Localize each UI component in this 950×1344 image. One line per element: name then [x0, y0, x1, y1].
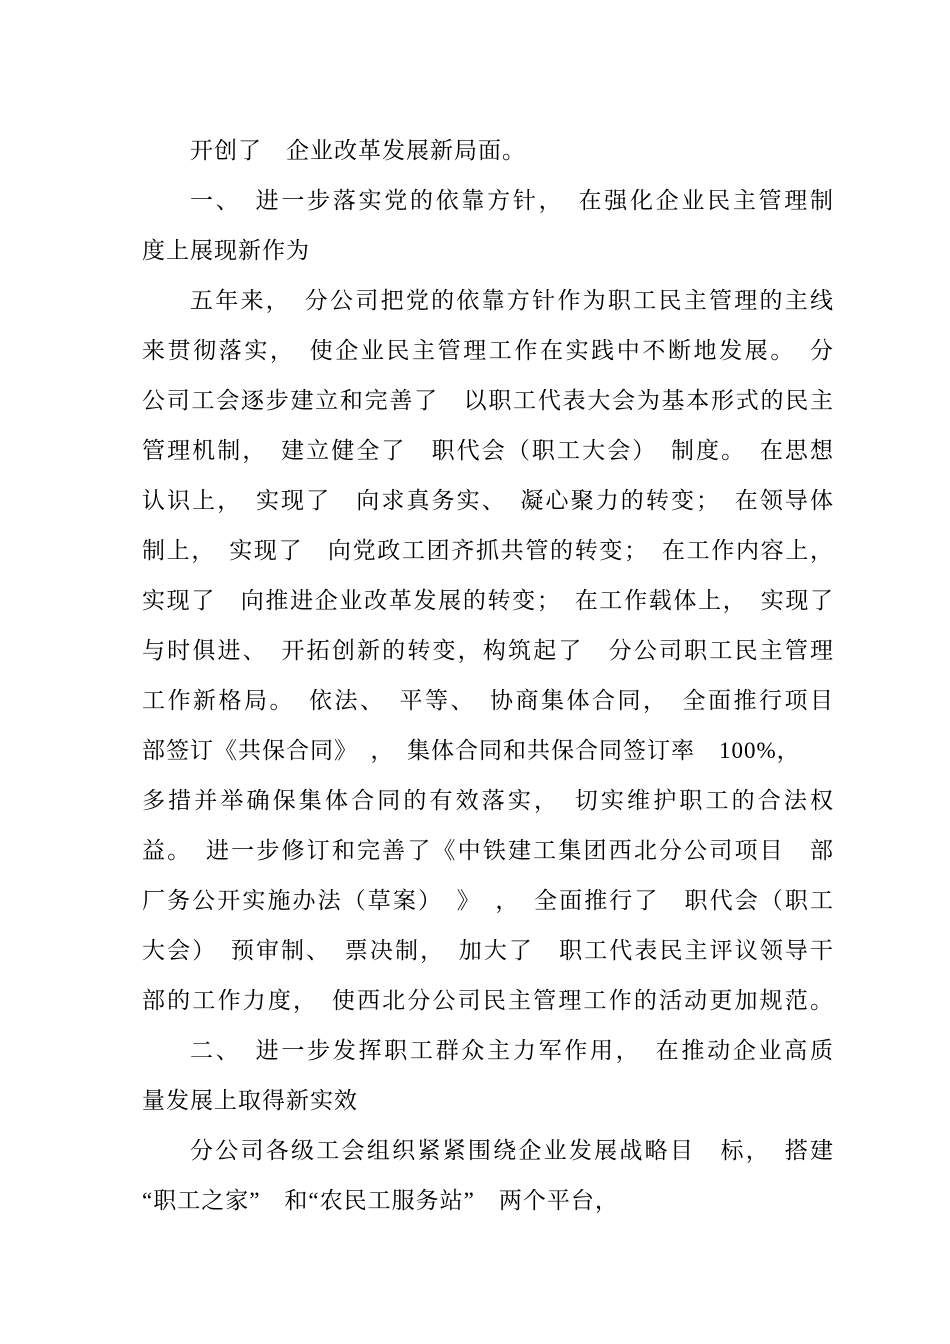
text-line: 多措并举确保集体合同的有效落实， 切实维护职工的合法权	[142, 788, 834, 813]
text-line: 益。 进一步修订和完善了《中铁建工集团西北分公司项目 部	[142, 838, 834, 863]
text-line: 工作新格局。 依法、 平等、 协商集体合同， 全面推行项目	[142, 688, 834, 713]
text-line: 量发展上取得新实效	[142, 1088, 358, 1113]
text-line: 部签订《共保合同》 ， 集体合同和共保合同签订率 100%，	[142, 738, 801, 763]
text-line: 厂务公开实施办法（草案） 》 ， 全面推行了 职代会（职工	[142, 888, 834, 913]
text-line: 来贯彻落实， 使企业民主管理工作在实践中不断地发展。 分	[142, 338, 834, 363]
text-line: “职工之家” 和“农民工服务站” 两个平台，	[142, 1188, 619, 1213]
text-line: 开创了 企业改革发展新局面。	[190, 138, 526, 163]
text-line: 度上展现新作为	[142, 238, 310, 263]
text-line: 认识上， 实现了 向求真务实、 凝心聚力的转变； 在领导体	[142, 488, 834, 513]
text-line: 二、 进一步发挥职工群众主力军作用， 在推动企业高质	[190, 1038, 834, 1063]
text-line: 分公司各级工会组织紧紧围绕企业发展战略目 标， 搭建	[190, 1138, 834, 1163]
text-line: 实现了 向推进企业改革发展的转变； 在工作载体上， 实现了	[142, 588, 834, 613]
document-body	[142, 126, 834, 1226]
text-line: 管理机制， 建立健全了 职代会（职工大会） 制度。 在思想	[142, 438, 834, 463]
text-line: 公司工会逐步建立和完善了 以职工代表大会为基本形式的民主	[142, 388, 834, 413]
text-line: 与时俱进、 开拓创新的转变，构筑起了 分公司职工民主管理	[142, 638, 834, 663]
text-line: 一、 进一步落实党的依靠方针， 在强化企业民主管理制	[190, 188, 834, 213]
text-line: 部的工作力度， 使西北分公司民主管理工作的活动更加规范。	[142, 988, 834, 1013]
text-line: 大会） 预审制、 票决制， 加大了 职工代表民主评议领导干	[142, 938, 834, 963]
text-line: 制上， 实现了 向党政工团齐抓共管的转变； 在工作内容上，	[142, 538, 834, 563]
text-line: 五年来， 分公司把党的依靠方针作为职工民主管理的主线	[190, 288, 834, 313]
